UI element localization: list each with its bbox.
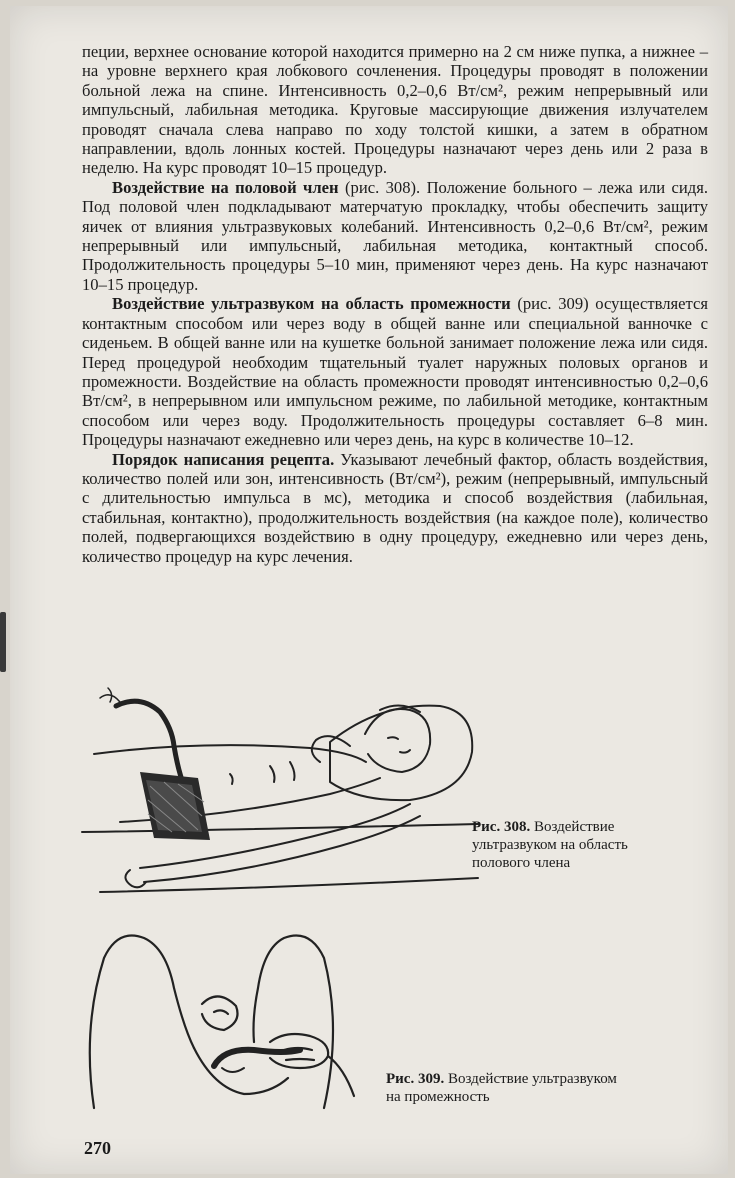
paragraph-4-body: Указывают лечебный фактор, область воздействия, количество полей или зон, интенсивность (Вт/см²), режим (непрерывный, импульсный с длительностью импульса в мс), методика и способ воздействия (лабильная, стабильная, контактно), продолжительность воздействия (на каждое поле), количество полей, подвергающихся воздействию в одну процедуру, ежедневно или через день, количество процедур на курс лечения. (82, 449, 708, 566)
paragraph-2 (82, 178, 708, 294)
figure-308-caption (472, 818, 628, 872)
paragraph-2-heading: Воздействие на половой член (112, 177, 339, 197)
figure-309-illustration (74, 918, 374, 1118)
figure-309-caption-text-1: Воздействие ультразвуком (447, 1071, 617, 1087)
figure-308-caption-line-3: полового члена (472, 855, 571, 871)
figure-309-caption (386, 1070, 617, 1106)
paragraph-4-heading: Порядок написания рецепта. (112, 449, 335, 469)
paragraph-3-heading: Воздействие ультразвуком на область промежности (112, 294, 511, 314)
figure-308-label: Рис. 308. (472, 819, 531, 835)
body-text (82, 42, 708, 566)
figure-309-label: Рис. 309. (386, 1071, 445, 1087)
paragraph-2-body: (рис. 308). Положение больного – лежа или сидя. Под половой член подкладывают матерчатую прокладку, чтобы обеспечить защиту яичек от влияния ультразвуковых колебаний. Интенсивность 0,2–0,6 Вт/см², режим непрерывный или импульсный, лабильная методика, контактный способ. Продолжительность процедуры 5–10 мин, применяют через день. На курс назначают 10–15 процедур. (82, 177, 708, 294)
binding-clip (0, 612, 6, 672)
paragraph-3 (82, 294, 708, 449)
book-page (10, 6, 728, 1174)
figure-308-caption-text-1: Воздействие (533, 819, 615, 835)
figure-309-caption-line-1 (386, 1070, 617, 1088)
figure-309-caption-line-2: на промежность (386, 1089, 490, 1105)
paragraph-4 (82, 450, 708, 566)
figure-308-caption-line-2: ультразвуком на область (472, 837, 628, 853)
page-number: 270 (84, 1138, 111, 1158)
figure-308-caption-line-1 (472, 818, 628, 836)
paragraph-1: пеции, верхнее основание которой находится примерно на 2 см ниже пупка, а нижнее – на уровне верхнего края лобкового сочленения. Процедуры проводят в положении больной лежа на спине. Интенсивность 0,2–0,6 Вт/см², режим непрерывный или импульсный, лабильная методика. Круговые массирующие движения излучателем проводят сначала слева направо по ходу толстой кишки, а затем в обратном направлении, вдоль лонных костей. Процедуры назначают через день или 2 раза в неделю. На курс проводят 10–15 процедур. (82, 42, 708, 178)
paragraph-3-body: (рис. 309) осуществляется контактным способом или через воду в общей ванне или специальной ванночке с сиденьем. В общей ванне или на кушетке больной занимает положение лежа или сидя. Перед процедурой необходим тщательный туалет наружных половых органов и промежности. Воздействие на область промежности проводят интенсивностью 0,2–0,6 Вт/см², в непрерывном или импульсном режиме, по лабильной методике, контактным способом или через воду. Продолжительность процедуры составляет 6–8 мин. Процедуры назначают ежедневно или через день, на курс в количестве 10–12. (82, 294, 708, 450)
figure-308-illustration (80, 682, 480, 904)
